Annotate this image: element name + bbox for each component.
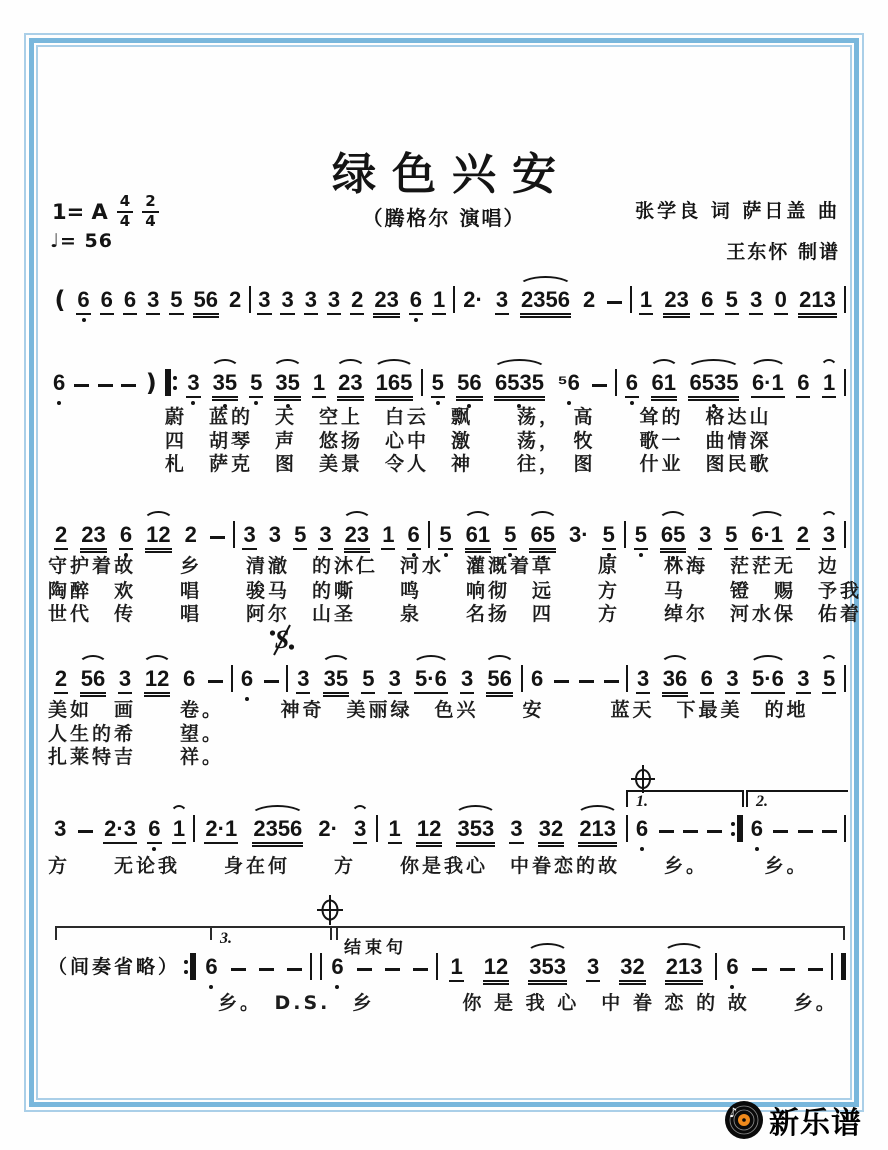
note-token: 3 [749, 287, 763, 313]
music-system-1 [48, 283, 848, 313]
note-token: 6 [635, 816, 649, 842]
dash-note [74, 384, 89, 396]
dash-note [264, 680, 279, 692]
measure [48, 522, 231, 548]
dash-note [683, 830, 698, 842]
note-token: 3 [509, 816, 523, 842]
note-token: 5 [724, 522, 738, 548]
dash-note [208, 680, 223, 692]
final-barline [831, 953, 846, 980]
note-token: 23 [344, 522, 370, 548]
ending-bracket-line [55, 926, 845, 928]
note-token: 1 [381, 522, 395, 548]
barline [286, 665, 288, 692]
measure [457, 287, 628, 313]
note-token: 3 [796, 666, 810, 692]
barline [844, 369, 846, 396]
measure [628, 522, 842, 548]
barline [630, 286, 632, 313]
barline [715, 953, 717, 980]
note-token: 35 [323, 666, 349, 692]
note-token: 5 [431, 370, 445, 396]
note-token: 2· [463, 287, 483, 312]
note-token: 2356 [520, 287, 571, 313]
barline [376, 815, 378, 842]
lyric-row: 世代 传 唱 阿尔 山圣 泉 名扬 四 方 绰尔 河水保 佑着 [48, 603, 863, 625]
note-token: 2· [318, 816, 338, 841]
measure [48, 816, 191, 842]
note-token: 3 [186, 370, 200, 396]
note-token: 5 [725, 287, 739, 313]
note-token: 6 [407, 522, 421, 548]
dash-note [798, 830, 813, 842]
note-token: 3 [460, 666, 474, 692]
note-token: 5 [438, 522, 452, 548]
note-token: 23 [373, 287, 399, 313]
barline [421, 369, 423, 396]
note-token: 5 [293, 522, 307, 548]
measure [48, 666, 229, 692]
repeat-thin-bar [169, 369, 171, 396]
dash-note [78, 830, 93, 842]
note-token: 3 [698, 522, 712, 548]
volta-1-label: 1. [636, 793, 648, 810]
repeat-dots [184, 960, 188, 974]
repeat-end-sign [729, 815, 743, 842]
repeat-thick-bar [739, 815, 743, 842]
volta-bracket-2 [746, 790, 848, 810]
note-token: 213 [665, 954, 704, 980]
note-token: 2 [228, 287, 242, 312]
note-token: 6 [625, 370, 639, 396]
ending-phrase-label: 结束句 [344, 938, 407, 958]
segno-icon [268, 622, 296, 658]
note-token: 3 [268, 522, 282, 547]
barline [844, 665, 846, 692]
music-system-2 [48, 366, 848, 396]
note-token: 3 [327, 287, 341, 313]
lyric-row: 蔚 蓝的 天 空上 白云 飘 荡， 高 耸的 格达山 [165, 406, 772, 428]
note-token: 6 [123, 287, 137, 313]
measure [253, 287, 451, 313]
double-barline [310, 953, 322, 980]
note-token: 56 [486, 666, 512, 692]
note-token: 2356 [252, 816, 303, 842]
note-token: 3 [280, 287, 294, 313]
barline [193, 815, 195, 842]
note-token: 2·3 [103, 816, 137, 842]
note-token: 6 [240, 666, 254, 692]
note-token: 2 [582, 287, 596, 312]
measure [432, 522, 622, 548]
measure [630, 816, 727, 842]
note-token: 56 [193, 287, 219, 313]
note-token: 3 [725, 666, 739, 692]
note-token: 1 [432, 287, 446, 313]
measure [440, 954, 713, 980]
lyric-row: 札 萨克 图 美景 令人 神 往， 图 什业 图民歌 [165, 453, 772, 475]
dash-note [604, 680, 619, 692]
note-token: 5·6 [751, 666, 785, 692]
note-token: 2 [54, 666, 68, 692]
credit-lyricist-composer: 张学良 词 萨日盖 曲 [635, 200, 840, 222]
note-token: 3 [636, 666, 650, 692]
time-signature-1: $\frac{4}{4}$ [117, 194, 133, 230]
barline [428, 521, 430, 548]
credit-notation: 王东怀 制谱 [726, 241, 840, 263]
note-token: 6 [700, 666, 714, 692]
note-token: 3 [146, 287, 160, 313]
note-token: 3 [242, 522, 256, 548]
measure [198, 954, 308, 980]
barline [844, 286, 846, 313]
svg-text:♪: ♪ [729, 1106, 738, 1121]
measure [630, 666, 842, 692]
barline [626, 815, 628, 842]
dash-note [752, 968, 767, 980]
note-token: 32 [538, 816, 564, 842]
repeat-dots [173, 376, 177, 390]
note-token: 6535 [688, 370, 739, 396]
lyric-row: 美如 画 卷。 神奇 美丽绿 色兴 安 蓝天 下最美 的地 [48, 699, 809, 721]
barline [249, 286, 251, 313]
barline [624, 521, 626, 548]
note-token: 1 [639, 287, 653, 313]
dash-note [592, 384, 607, 396]
dash-note [231, 968, 246, 980]
svg-text:S: S [274, 625, 290, 654]
repeat-end-sign [182, 953, 196, 980]
note-token: 6 [796, 370, 810, 396]
dash-note [259, 968, 274, 980]
coda-icon-2 [316, 894, 344, 926]
note-token: 6 [750, 816, 764, 842]
lyric-row: 人生的希 望。 [48, 723, 225, 745]
note-token: 213 [798, 287, 837, 313]
measure [525, 666, 624, 692]
note-token: 2·1 [204, 816, 238, 842]
vinyl-record-icon [723, 1099, 765, 1141]
dash-note [579, 680, 594, 692]
dash-note [287, 968, 302, 980]
dash-note [210, 536, 225, 548]
measure [237, 522, 426, 548]
note-token: 61 [465, 522, 491, 548]
music-system-5 [48, 812, 848, 842]
note-token: 3 [318, 522, 332, 548]
lyric-row: 方 无论我 身在何 方 你是我心 中眷恋的故 乡。 乡。 [48, 855, 809, 877]
key-label: 1= A [52, 199, 108, 224]
lyric-row: 守护着故 乡 清澈 的沐仁 河水 灌溉着草 原 林海 茫茫无 边 [48, 555, 841, 577]
note-token: 6 [330, 954, 344, 980]
dash-note [707, 830, 722, 842]
note-token: 3 [296, 666, 310, 692]
measure [634, 287, 842, 313]
note-token: 2 [184, 522, 197, 547]
note-token: 23 [80, 522, 106, 548]
music-system-4 [48, 662, 848, 692]
barline [233, 521, 235, 548]
note-token: 5 [822, 666, 836, 692]
note-token: 2 [350, 287, 364, 313]
note-token: 3 [304, 287, 318, 313]
note-token: 3· [568, 522, 589, 547]
barline [615, 369, 617, 396]
measure [425, 370, 613, 396]
repeat-dots [731, 822, 735, 836]
note-token: 6 [700, 287, 714, 313]
measure [48, 370, 163, 396]
note-token: 35 [212, 370, 238, 396]
dash-note [607, 301, 622, 313]
dash-note [554, 680, 569, 692]
volta-3-label: 3. [220, 930, 232, 947]
song-title: 绿色兴安 [332, 149, 572, 200]
lyric-row: 四 胡琴 声 悠扬 心中 激 荡， 牧 歌一 曲情深 [165, 430, 772, 452]
measure [745, 816, 842, 842]
measure [197, 816, 374, 842]
note-token: 65 [529, 522, 555, 548]
dash-note [357, 968, 372, 980]
note-token: 56 [456, 370, 482, 396]
measure [235, 666, 284, 692]
note-token: 12 [483, 954, 509, 980]
dash-note [659, 830, 674, 842]
performer-subtitle: （腾格尔 演唱） [362, 206, 526, 230]
parenthesis: ( [54, 286, 66, 314]
note-token: 12 [416, 816, 442, 842]
barline [844, 815, 846, 842]
note-token: 1 [312, 370, 326, 396]
dash-note [780, 968, 795, 980]
note-token: 6 [204, 954, 218, 980]
note-token: 56 [80, 666, 106, 692]
dash-note [773, 830, 788, 842]
barline [626, 665, 628, 692]
note-token: 5 [602, 522, 616, 548]
music-system-6 [48, 950, 848, 980]
lyric-row: 乡。 D.S. 乡 你 是 我 心 中 眷 恋 的 故 乡。 [218, 992, 838, 1014]
dash-note [808, 968, 823, 980]
note-token: 1 [388, 816, 402, 842]
volta-2-label: 2. [756, 793, 768, 810]
note-token: 1 [172, 816, 186, 842]
note-token: 61 [651, 370, 677, 396]
dash-note [121, 384, 136, 396]
note-token: 213 [578, 816, 617, 842]
measure [48, 287, 247, 313]
note-token: 2 [796, 522, 810, 548]
lyric-row: 扎莱特吉 祥。 [48, 746, 225, 768]
note-token: 5 [169, 287, 183, 313]
note-token: 2 [54, 522, 68, 548]
note-token: 23 [663, 287, 689, 313]
note-token: 5 [503, 522, 517, 548]
measure [181, 370, 419, 396]
note-token: 5·6 [414, 666, 448, 692]
dash-note [98, 384, 113, 396]
note-token: 1 [822, 370, 836, 396]
note-token: 3 [118, 666, 132, 692]
note-token: 12 [144, 666, 170, 692]
note-token: 5 [634, 522, 648, 548]
repeat-start-sign [165, 369, 179, 396]
note-token: 5 [361, 666, 375, 692]
note-token: 353 [528, 954, 567, 980]
barline [521, 665, 523, 692]
barline [844, 521, 846, 548]
note-token: 0 [774, 287, 788, 313]
logo-text: 新乐谱 [769, 1106, 862, 1141]
key-signature [52, 194, 159, 230]
note-token: 3 [586, 954, 600, 980]
repeat-thick-bar [192, 953, 196, 980]
note-token: 6 [531, 666, 544, 691]
barline [436, 953, 438, 980]
tempo-marking: ♩= 56 [50, 230, 113, 252]
note-token: 6 [409, 287, 423, 313]
note-token: 1 [449, 954, 463, 980]
note-token: 65 [660, 522, 686, 548]
note-token: 3 [54, 816, 67, 841]
note-token: 165 [375, 370, 414, 396]
time-signature-2: $\frac{2}{4}$ [142, 194, 158, 230]
dash-note [822, 830, 837, 842]
note-token: 3 [822, 522, 836, 548]
note-token: 6·1 [750, 522, 784, 548]
note-token: 353 [456, 816, 495, 842]
measure [719, 954, 829, 980]
note-token: 6 [100, 287, 114, 313]
note-token: 6 [119, 522, 133, 548]
dash-note [413, 968, 428, 980]
note-token: 6 [182, 666, 196, 691]
note-token: 35 [274, 370, 300, 396]
note-token: 6535 [494, 370, 545, 396]
note-token: 5 [249, 370, 263, 396]
note-token: 3 [388, 666, 402, 692]
note-token: 23 [337, 370, 363, 396]
note-token: 3 [495, 287, 509, 313]
barline [453, 286, 455, 313]
note-token: 12 [145, 522, 171, 548]
note-token: 3 [257, 287, 271, 313]
interlude-note: （间奏省略） [48, 956, 181, 978]
note-token: 6 [147, 816, 161, 842]
note-token: 3 [353, 816, 367, 842]
note-token: ⁵6 [556, 370, 581, 396]
note-token: 6 [52, 370, 66, 396]
note-token: 6·1 [751, 370, 785, 396]
note-token: 6 [76, 287, 90, 313]
dash-note [385, 968, 400, 980]
volta-bracket-1 [626, 790, 744, 810]
note-token: 36 [662, 666, 688, 692]
parenthesis: ) [145, 369, 157, 397]
measure [290, 666, 519, 692]
lyric-row: 陶醉 欢 唱 骏马 的嘶 鸣 响彻 远 方 马 镫 赐 予我 [48, 580, 863, 602]
music-system-3 [48, 518, 848, 548]
measure [619, 370, 842, 396]
site-logo [723, 1098, 862, 1142]
note-token: 6 [725, 954, 739, 980]
measure [380, 816, 624, 842]
barline [231, 665, 233, 692]
note-token: 32 [619, 954, 645, 980]
